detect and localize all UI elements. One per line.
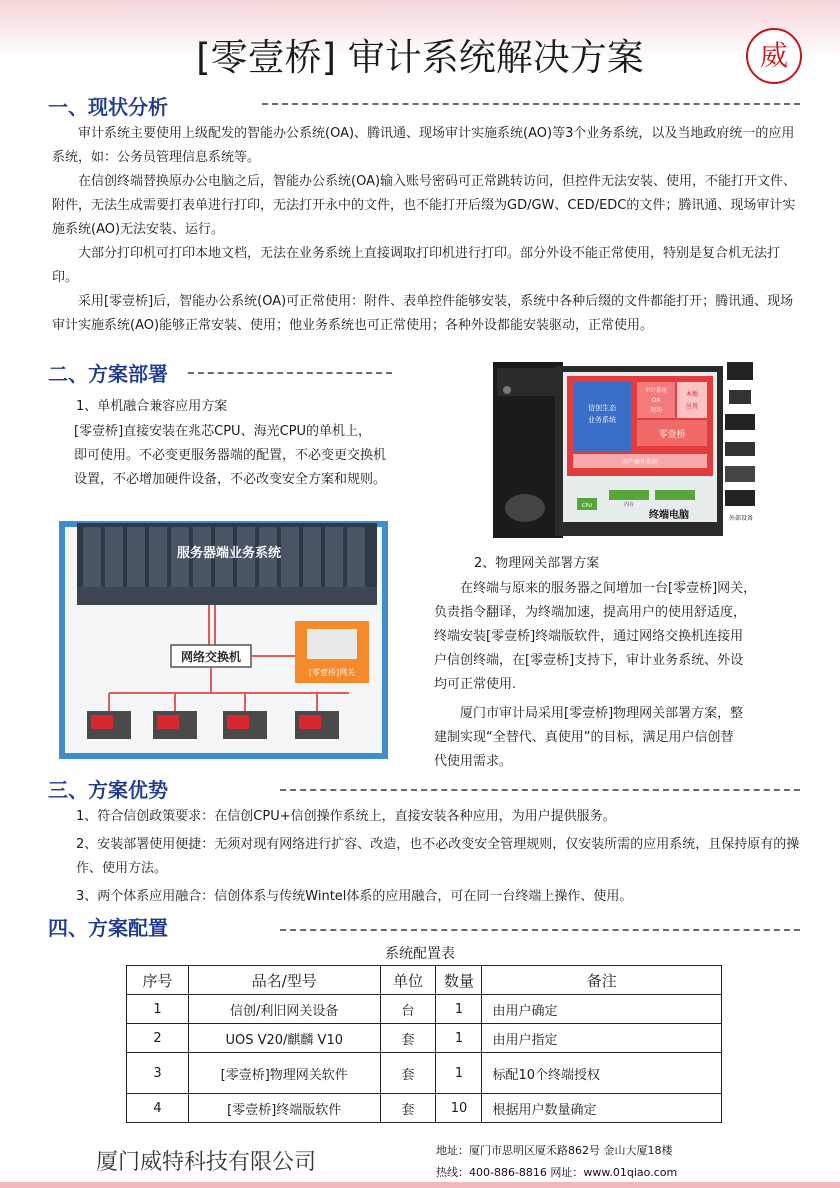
cell-quantity: 1 [436,1053,482,1094]
svg-text:业务系统: 业务系统 [588,416,616,424]
paragraph: 大部分打印机可打印本地文档，无法在业务系统上直接调取打印机进行打印。部分外设不能正常使用，特别是复合机无法打印。 [52,246,781,285]
text-line: 负责指令翻译，为终端加速，提高用户的使用舒适度， [434,605,747,620]
contact-info [436,1140,677,1184]
cell-product: 信创/利旧网关设备 [188,995,380,1024]
figure-switch-label: 网络交换机 [180,650,242,664]
section-heading-status: 一、现状分析 [48,95,168,119]
text-line: 代使用需求。 [434,754,513,769]
column-header: 备注 [482,966,722,995]
list-item: 2、安装部署使用便捷：无须对现有网络进行扩容、改造，也不必改变安全管理规则，仅安装所需的应用系统，且保持原有的操作、使用方法。 [76,837,800,876]
list-item: 3、两个体系应用融合：信创体系与传统Wintel体系的应用融合，可在同一台终端上操作、使用。 [76,889,633,904]
column-header: 数量 [436,966,482,995]
text-line: 均可正常使用. [434,677,517,692]
svg-text:内存: 内存 [623,502,635,508]
column-header: 品名/型号 [188,966,380,995]
peripheral-printer-icon [727,362,753,380]
gateway-description [434,577,806,774]
table-row [127,995,722,1024]
cell-product: UOS V20/麒麟 V10 [188,1024,380,1053]
table-row [127,1053,722,1094]
address-line: 地址：厦门市思明区厦禾路862号 金山大厦18楼 [436,1144,673,1157]
text-line: 厦门市审计局采用[零壹桥]物理网关部署方案，整 [460,706,744,721]
figure-box-lingyiqiao: 零壹桥 [658,430,686,440]
cell-index: 2 [127,1024,189,1053]
text-line: 终端安装[零壹桥]终端版软件，通过网络交换机连接用 [434,629,744,644]
peripheral-device-icon [729,390,751,404]
svg-text:CPU: CPU [581,503,593,509]
figure-gateway-label: [零壹桥]网关 [308,668,356,677]
svg-text:应用: 应用 [685,403,699,410]
cell-quantity: 1 [436,995,482,1024]
configuration-table [126,965,722,1123]
text-line: 设置，不必增加硬件设备，不必改变安全方案和规则。 [74,472,387,487]
figure-box-ecosystem: 信创生态 [588,404,616,412]
cell-unit: 套 [380,1024,436,1053]
figure-server-label: 服务器端业务系统 [176,546,282,561]
paragraph: 采用[零壹桥]后，智能办公系统(OA)可正常使用：附件、表单控件能够安装，系统中各种后缀的文件都能打开；腾讯通、现场审计实施系统(AO)能够正常安装、使用；他业务系统也可正常使用；各种外设都能安装驱动，正常使用。 [52,294,794,333]
cell-remark: 由用户确定 [482,995,722,1024]
figure-os-bar: 国产操作系统 [621,459,659,466]
sub-heading: 2、物理网关部署方案 [474,556,600,571]
cell-unit: 套 [380,1053,436,1094]
figure-box-audit: 审计系统 [644,388,668,394]
terminal-computer-figure [493,356,779,540]
list-item: 1、符合信创政策要求：在信创CPU+信创操作系统上，直接安装各种应用，为用户提供服务。 [76,809,616,824]
text-line: [零壹桥]直接安装在兆芯CPU、海光CPU的单机上， [74,424,372,439]
section-heading-configuration: 四、方案配置 [48,916,168,940]
text-line: 户信创终端，在[零壹桥]支持下，审计业务系统、外设 [434,653,744,668]
table-caption: 系统配置表 [385,946,455,962]
table-header-row [127,966,722,995]
advantages-list [76,805,806,909]
cell-remark: 根据用户数量确定 [482,1094,722,1123]
cell-index: 1 [127,995,189,1024]
paragraph: 审计系统主要使用上级配发的智能办公系统(OA)、腾讯通、现场审计实施系统(AO)等3个业务系统，以及当地政府统一的应用系统，如：公务员管理信息系统等。 [52,126,795,165]
cell-quantity: 10 [436,1094,482,1123]
column-header: 序号 [127,966,189,995]
column-header: 单位 [380,966,436,995]
section-heading-deployment: 二、方案部署 [48,362,168,386]
cell-unit: 台 [380,995,436,1024]
svg-text:OA: OA [651,397,661,404]
cell-index: 3 [127,1053,189,1094]
text-line: 建制实现“全替代、真使用”的目标，满足用户信创替 [434,730,734,745]
cell-product: [零壹桥]物理网关软件 [188,1053,380,1094]
sub-heading: 1、单机融合兼容应用方案 [76,399,228,414]
standalone-description [74,420,414,492]
section-divider [280,929,800,931]
text-line: 即可使用。不必变更服务器端的配置，不必变更交换机 [74,448,387,463]
sub-title-gateway [474,552,814,576]
cell-remark: 标配10个终端授权 [482,1053,722,1094]
sub-title-standalone [76,395,406,419]
cell-quantity: 1 [436,1024,482,1053]
cell-unit: 套 [380,1094,436,1123]
cell-remark: 由用户指定 [482,1024,722,1053]
network-topology-figure [59,521,388,759]
company-name: 厦门威特科技有限公司 [96,1150,317,1175]
figure-caption-terminal: 终端电脑 [649,510,689,521]
svg-text:现场: 现场 [649,407,663,414]
figure-box-local: 本地 [685,391,699,398]
figure-caption-peripherals: 外部设备 [728,515,754,522]
hotline-line: 热线：400-886-8816 网址：www.01qiao.com [436,1166,678,1179]
cell-product: [零壹桥]终端版软件 [188,1094,380,1123]
cell-index: 4 [127,1094,189,1123]
table-row [127,1024,722,1053]
section-divider [188,372,392,374]
bottom-band [0,1182,840,1188]
status-analysis-text [52,122,804,338]
power-button-icon [503,386,511,394]
company-logo: 威 [746,28,802,84]
page-title: [零壹桥] 审计系统解决方案 [196,36,644,79]
section-divider [262,103,800,105]
section-heading-advantages: 三、方案优势 [48,778,168,802]
paragraph: 在信创终端替换原办公电脑之后，智能办公系统(OA)输入账号密码可正常跳转访问，但控件无法安装、使用，不能打开文件、附件，无法生成需要打表单进行打印，无法打开永中的文件，也不能打开后缀为GD/GW、CED/EDC的文件；腾讯通、现场审计实施系统(AO)无法安装、运行。 [52,174,797,237]
section-divider [280,789,800,791]
table-row [127,1094,722,1123]
text-line: 在终端与原来的服务器之间增加一台[零壹桥]网关， [460,581,757,596]
